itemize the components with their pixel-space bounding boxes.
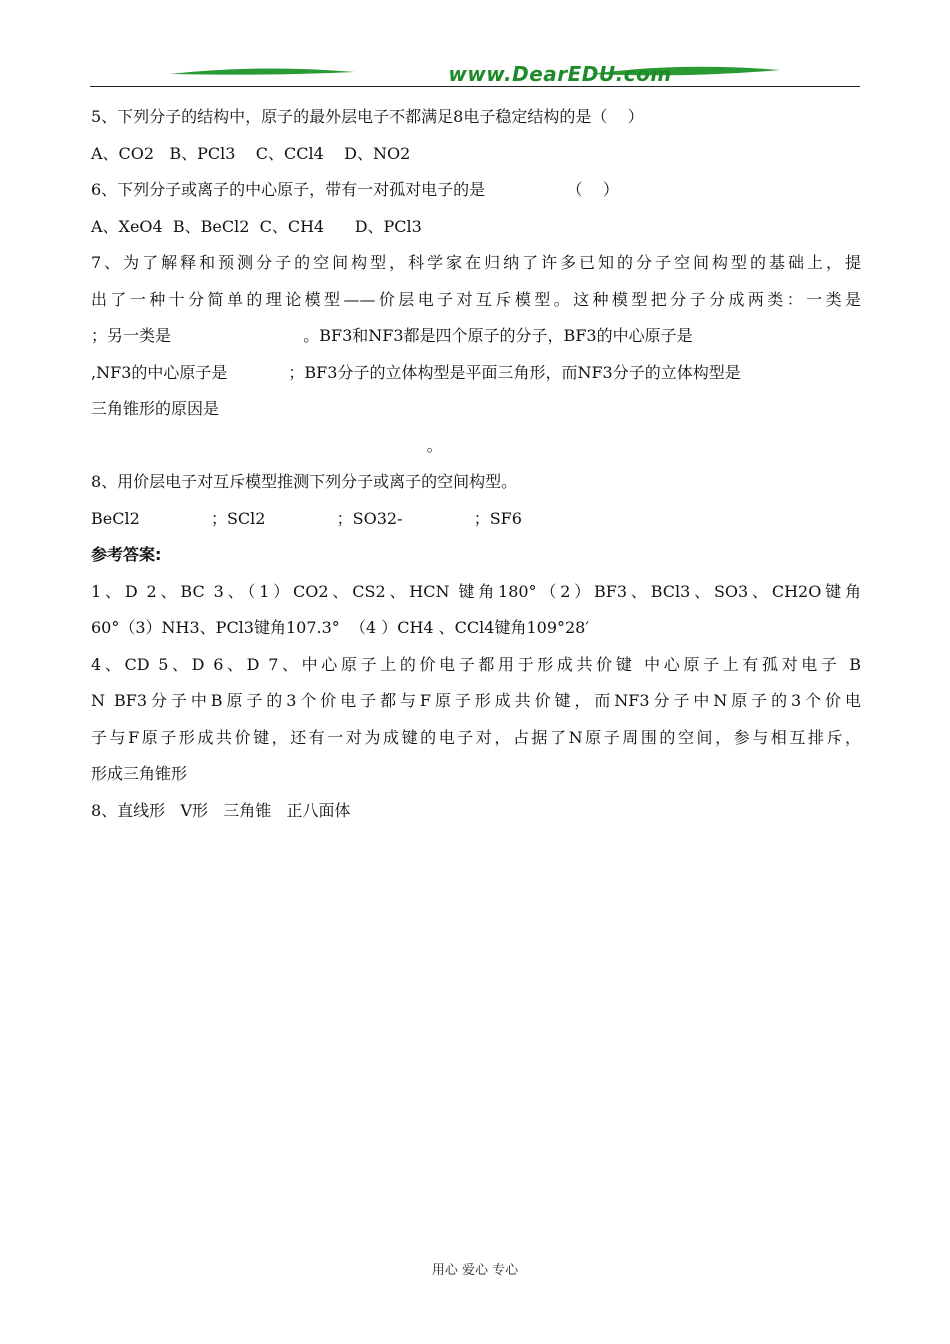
question-8-items: BeCl2 ；SCl2 ；SO32- ；SF6 — [91, 508, 522, 528]
question-5-options: A、CO2 B、PCl3 C、CCl4 D、NO2 — [91, 143, 411, 163]
site-logo[interactable]: www.DearEDU.com — [448, 62, 672, 86]
question-7-line-1: 7、为了解释和预测分子的空间构型，科学家在归纳了许多已知的分子空间构型的基础上，提 — [91, 253, 861, 272]
answers-heading: 参考答案: — [91, 545, 162, 564]
header-divider — [90, 86, 860, 87]
question-7-line-5: 三角锥形的原因是 — [91, 399, 220, 418]
answer-line-6: 形成三角锥形 — [91, 764, 188, 783]
question-6: 6、下列分子或离子的中心原子，带有一对孤对电子的是 （ ） — [91, 180, 619, 199]
document-body — [91, 99, 861, 829]
answer-line-5: 子与F原子形成共价键，还有一对为成键的电子对，占据了N原子周围的空间，参与相互排斥， — [91, 727, 861, 747]
question-7-line-2: 出了一种十分简单的理论模型——价层电子对互斥模型。这种模型把分子分成两类：一类是 — [91, 289, 861, 309]
page-footer: 用心 爱心 专心 — [431, 1263, 519, 1278]
answer-line-2: 60°（3）NH3、PCl3键角107.3° （4 ）CH4 、CCl4键角109°28′ — [91, 618, 589, 637]
question-7-line-6: 。 — [91, 435, 443, 455]
answer-line-4: N BF3分子中B原子的3个价电子都与F原子形成共价键，而NF3分子中N原子的3个价电 — [91, 691, 861, 710]
question-8: 8、用价层电子对互斥模型推测下列分子或离子的空间构型。 — [91, 472, 518, 491]
question-7-line-3: ；另一类是 。BF3和NF3都是四个原子的分子，BF3的中心原子是 — [91, 326, 693, 345]
answer-line-1: 1、D 2、BC 3、（1）CO2、CS2、HCN 键角180°（2）BF3、BCl3、SO3、CH2O键角 — [91, 581, 861, 601]
answer-line-7: 8、直线形 V形 三角锥 正八面体 — [91, 800, 351, 820]
answer-line-3: 4、CD 5、D 6、D 7、中心原子上的价电子都用于形成共价键 中心原子上有孤对电子 B — [91, 654, 861, 674]
question-5: 5、下列分子的结构中，原子的最外层电子不都满足8电子稳定结构的是（ ） — [91, 107, 644, 126]
question-6-options: A、XeO4 B、BeCl2 C、CH4 D、PCl3 — [91, 216, 422, 236]
question-7-line-4: ,NF3的中心原子是 ；BF3分子的立体构型是平面三角形，而NF3分子的立体构型是 — [91, 362, 741, 382]
page-header — [90, 60, 860, 90]
